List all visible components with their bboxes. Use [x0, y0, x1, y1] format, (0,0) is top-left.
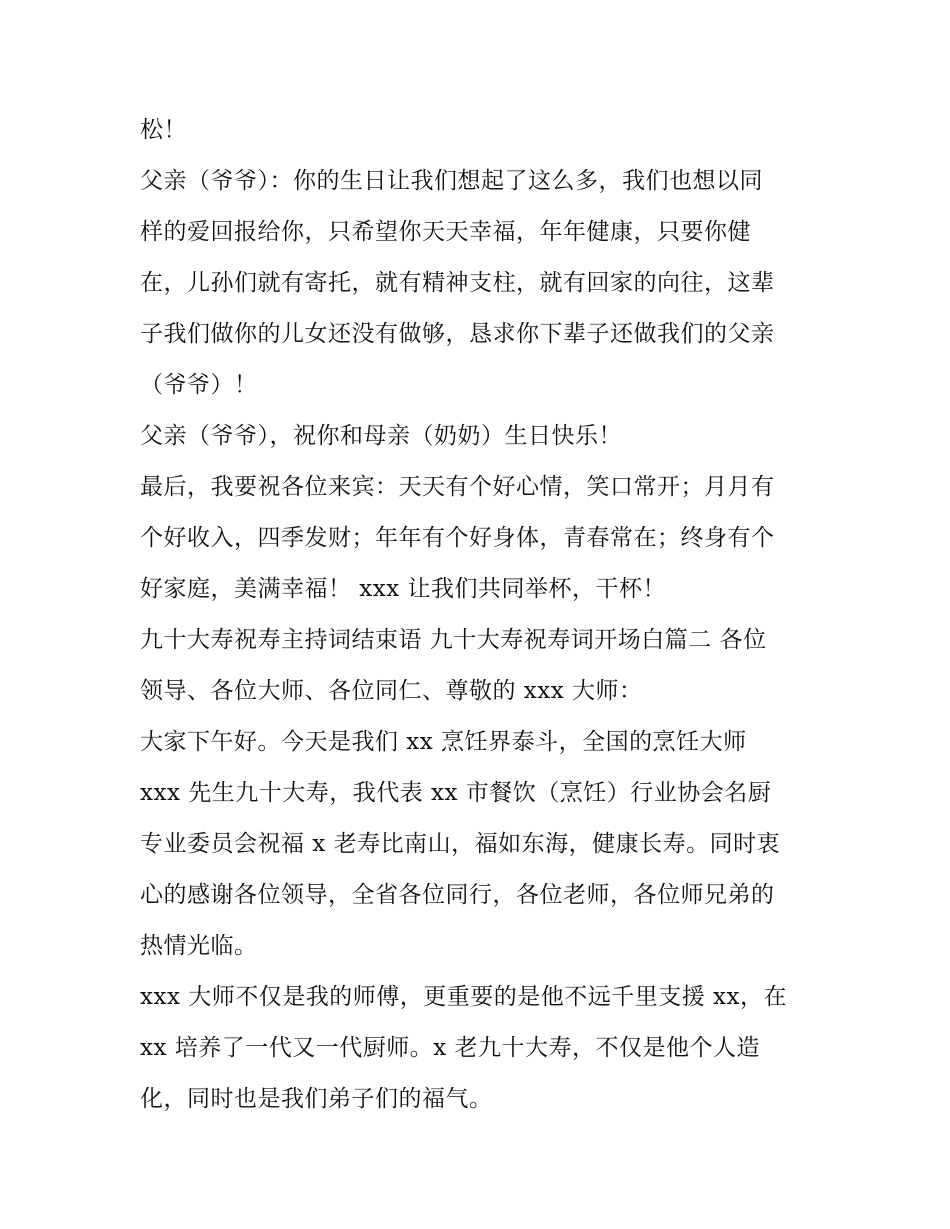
text-line: 化，同时也是我们弟子们的福气。	[140, 1086, 493, 1112]
text-line: 父亲（爷爷）：你的生日让我们想起了这么多，我们也想以同	[140, 168, 763, 194]
text-line: 样的爱回报给你，只希望你天天幸福，年年健康，只要你健	[140, 219, 751, 245]
text-line: 父亲（爷爷），祝你和母亲（奶奶）生日快乐！	[140, 423, 622, 449]
text-line: （爷爷）！	[140, 372, 258, 398]
text-line: 子我们做你的儿女还没有做够，恳求你下辈子还做我们的父亲	[140, 321, 775, 347]
text-line: 九十大寿祝寿主持词结束语 九十大寿祝寿词开场白篇二 各位	[140, 627, 767, 653]
text-line: 领导、各位大师、各位同仁、尊敬的 xxx 大师：	[140, 678, 643, 704]
text-line: xx 培养了一代又一代厨师。x 老九十大寿，不仅是他个人造	[140, 1035, 761, 1061]
text-line: xxx 先生九十大寿，我代表 xx 市餐饮（烹饪）行业协会名厨	[140, 780, 772, 806]
text-line: 大家下午好。今天是我们 xx 烹饪界泰斗，全国的烹饪大师	[140, 729, 747, 755]
text-line: 最后，我要祝各位来宾：天天有个好心情，笑口常开；月月有	[140, 474, 775, 500]
text-line: 个好收入，四季发财；年年有个好身体，青春常在；终身有个	[140, 525, 775, 551]
text-line: 心的感谢各位领导，全省各位同行，各位老师，各位师兄弟的	[140, 882, 775, 908]
text-line: 在，儿孙们就有寄托，就有精神支柱，就有回家的向往，这辈	[140, 270, 775, 296]
text-line: xxx 大师不仅是我的师傅，更重要的是他不远千里支援 xx，在	[140, 984, 787, 1010]
text-line: 专业委员会祝福 x 老寿比南山，福如东海，健康长寿。同时衷	[140, 831, 781, 857]
document-body	[140, 108, 820, 1128]
text-line: 热情光临。	[140, 933, 258, 959]
text-line: 好家庭，美满幸福！ xxx 让我们共同举杯，干杯！	[140, 576, 667, 602]
text-line: 松！	[140, 117, 187, 143]
